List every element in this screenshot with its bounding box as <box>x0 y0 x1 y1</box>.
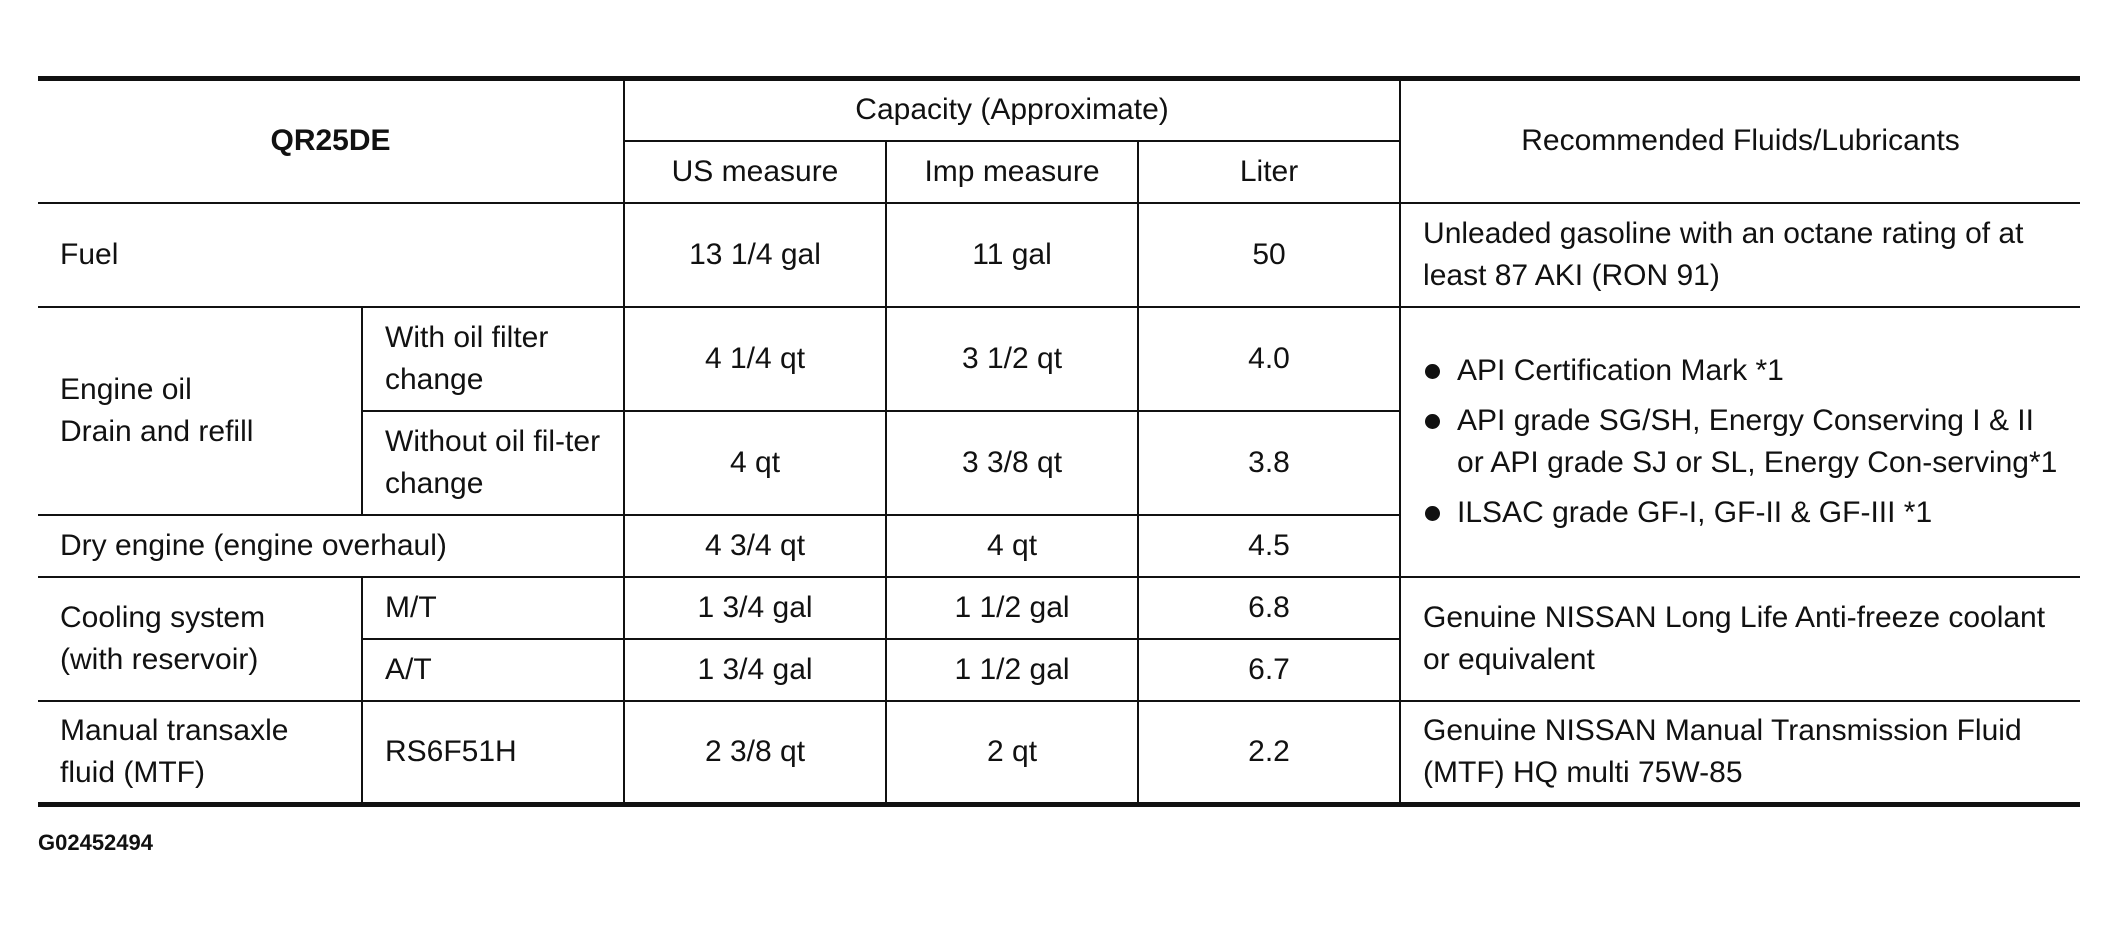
fluid-text: ILSAC grade GF-I, GF-II & GF-III *1 <box>1457 495 1933 529</box>
cooling-label-line1: Cooling system <box>60 600 266 634</box>
mtf-imp: 2 qt <box>886 701 1138 805</box>
dry-engine-label: Dry engine (engine overhaul) <box>38 515 624 577</box>
list-item <box>1423 350 2058 392</box>
bullet-icon <box>1425 364 1440 379</box>
engine-oil-fluids <box>1400 307 2080 577</box>
list-item <box>1423 492 2058 534</box>
capacity-table <box>38 76 2080 807</box>
fluid-text: API grade SG/SH, Energy Conserving I & II or API grade SJ or SL, Energy Con-serving*1 <box>1457 403 2058 479</box>
fluids-header: Recommended Fluids/Lubricants <box>1400 79 2080 203</box>
without-filter-imp: 3 3/8 qt <box>886 411 1138 515</box>
mtf-liter: 2.2 <box>1138 701 1400 805</box>
fuel-us: 13 1/4 gal <box>624 203 886 307</box>
dry-engine-imp: 4 qt <box>886 515 1138 577</box>
with-filter-sub: With oil filter change <box>362 307 624 411</box>
table-row-cooling-mt <box>38 577 2080 639</box>
cooling-mt-sub: M/T <box>362 577 624 639</box>
cooling-mt-us: 1 3/4 gal <box>624 577 886 639</box>
figure-code: G02452494 <box>38 830 153 855</box>
without-filter-liter: 3.8 <box>1138 411 1400 515</box>
cooling-at-liter: 6.7 <box>1138 639 1400 701</box>
dry-engine-us: 4 3/4 qt <box>624 515 886 577</box>
engine-header: QR25DE <box>38 79 624 203</box>
with-filter-liter: 4.0 <box>1138 307 1400 411</box>
us-measure-header: US measure <box>624 141 886 203</box>
engine-oil-label-line1: Engine oil <box>60 372 192 406</box>
mtf-us: 2 3/8 qt <box>624 701 886 805</box>
table-row-fuel <box>38 203 2080 307</box>
with-filter-imp: 3 1/2 qt <box>886 307 1138 411</box>
fuel-label: Fuel <box>38 203 624 307</box>
engine-oil-fluid-list <box>1423 350 2058 534</box>
cooling-at-imp: 1 1/2 gal <box>886 639 1138 701</box>
fluid-text: API Certification Mark *1 <box>1457 353 1784 387</box>
mtf-label: Manual transaxle fluid (MTF) <box>38 701 362 805</box>
table-row-mtf <box>38 701 2080 805</box>
without-filter-sub: Without oil fil-ter change <box>362 411 624 515</box>
engine-oil-label <box>38 307 362 515</box>
cooling-at-sub: A/T <box>362 639 624 701</box>
without-filter-us: 4 qt <box>624 411 886 515</box>
capacity-header: Capacity (Approximate) <box>624 79 1400 141</box>
cooling-mt-liter: 6.8 <box>1138 577 1400 639</box>
cooling-fluid: Genuine NISSAN Long Life Anti-freeze coolant or equivalent <box>1400 577 2080 701</box>
fuel-liter: 50 <box>1138 203 1400 307</box>
mtf-fluid: Genuine NISSAN Manual Transmission Fluid (MTF) HQ multi 75W-85 <box>1400 701 2080 805</box>
table-row-engine-oil-with-filter <box>38 307 2080 411</box>
cooling-mt-imp: 1 1/2 gal <box>886 577 1138 639</box>
fuel-imp: 11 gal <box>886 203 1138 307</box>
with-filter-us: 4 1/4 qt <box>624 307 886 411</box>
fuel-fluid: Unleaded gasoline with an octane rating of at least 87 AKI (RON 91) <box>1400 203 2080 307</box>
cooling-at-us: 1 3/4 gal <box>624 639 886 701</box>
engine-oil-label-line2: Drain and refill <box>60 414 254 448</box>
cooling-label <box>38 577 362 701</box>
mtf-sub: RS6F51H <box>362 701 624 805</box>
imp-measure-header: Imp measure <box>886 141 1138 203</box>
cooling-label-line2: (with reservoir) <box>60 642 259 676</box>
bullet-icon <box>1425 414 1440 429</box>
liter-header: Liter <box>1138 141 1400 203</box>
bullet-icon <box>1425 506 1440 521</box>
list-item <box>1423 400 2058 484</box>
dry-engine-liter: 4.5 <box>1138 515 1400 577</box>
